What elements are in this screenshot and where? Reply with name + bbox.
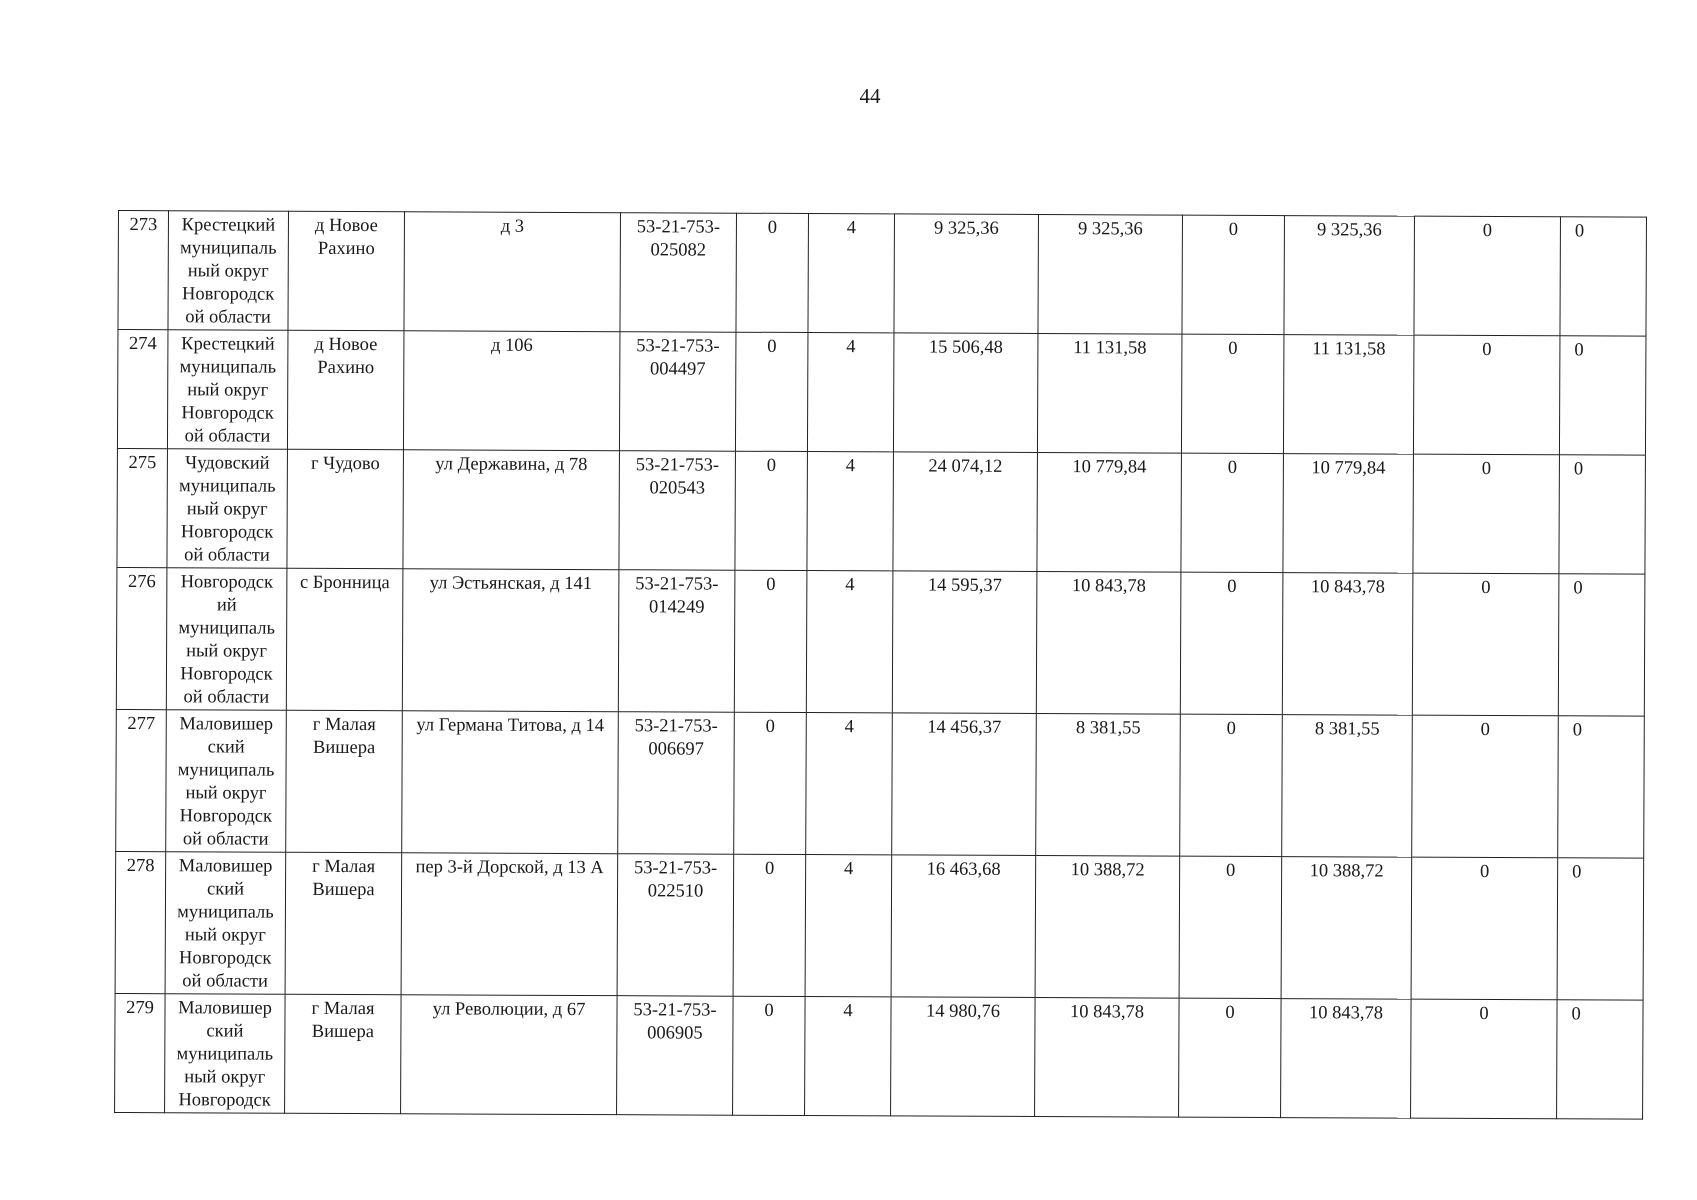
value-cell-6: 0 <box>734 712 807 854</box>
value-cell-6: 0 <box>735 332 808 451</box>
settlement-cell: г Малая Вишера <box>286 710 403 853</box>
value-cell-7: 4 <box>807 452 894 571</box>
table-row <box>116 709 1645 858</box>
amount-cell-9: 10 388,72 <box>1035 856 1180 999</box>
value-cell-13: 0 <box>1558 716 1645 858</box>
value-cell-7: 4 <box>805 997 892 1116</box>
value-cell-13: 0 <box>1557 858 1644 1000</box>
table-row <box>115 851 1644 1000</box>
page-number: 44 <box>859 84 881 108</box>
address-cell: д 3 <box>404 212 621 332</box>
address-cell: д 106 <box>403 331 620 451</box>
value-cell-7: 4 <box>805 855 892 997</box>
value-cell-10: 0 <box>1179 856 1282 998</box>
cadastral-code-cell: 53-21-753-006697 <box>618 712 735 855</box>
table-row <box>115 993 1644 1119</box>
settlement-cell: г Чудово <box>287 449 404 569</box>
amount-cell-8: 9 325,36 <box>894 214 1039 334</box>
row-number-cell: 273 <box>118 211 169 330</box>
cadastral-code-cell: 53-21-753-006905 <box>617 996 734 1116</box>
cadastral-code-cell: 53-21-753-022510 <box>617 854 734 997</box>
row-number-cell: 274 <box>117 330 168 449</box>
value-cell-12: 0 <box>1413 335 1560 455</box>
amount-cell-8: 24 074,12 <box>893 452 1038 572</box>
amount-cell-11: 10 779,84 <box>1283 454 1414 574</box>
value-cell-13: 0 <box>1558 574 1645 716</box>
amount-cell-11: 10 388,72 <box>1281 857 1412 1000</box>
address-cell: ул Революции, д 67 <box>401 995 618 1115</box>
settlement-cell: г Малая Вишера <box>285 852 402 995</box>
amount-cell-9: 10 843,78 <box>1036 572 1181 715</box>
value-cell-12: 0 <box>1411 999 1558 1119</box>
value-cell-7: 4 <box>806 713 893 855</box>
amount-cell-9: 10 843,78 <box>1035 998 1180 1118</box>
table-row <box>116 567 1645 716</box>
row-number-cell: 279 <box>115 993 166 1112</box>
district-cell: Крестецкий муниципаль ный округ Новгородск ой области <box>168 211 289 331</box>
settlement-cell: д Новое Рахино <box>288 211 405 331</box>
value-cell-10: 0 <box>1180 572 1283 714</box>
table-row <box>118 211 1647 337</box>
value-cell-6: 0 <box>734 570 807 712</box>
value-cell-12: 0 <box>1414 216 1561 336</box>
amount-cell-8: 15 506,48 <box>893 333 1038 453</box>
address-cell: ул Германа Титова, д 14 <box>402 711 619 854</box>
value-cell-12: 0 <box>1411 857 1558 1000</box>
cadastral-code-cell: 53-21-753-020543 <box>619 451 736 571</box>
value-cell-7: 4 <box>807 333 894 452</box>
amount-cell-11: 9 325,36 <box>1284 216 1415 336</box>
value-cell-10: 0 <box>1182 215 1285 334</box>
value-cell-13: 0 <box>1560 217 1647 336</box>
row-number-cell: 276 <box>116 567 167 709</box>
cadastral-code-cell: 53-21-753-025082 <box>620 213 737 333</box>
cadastral-code-cell: 53-21-753-014249 <box>618 570 735 713</box>
address-cell: пер 3-й Дорской, д 13 А <box>401 853 618 996</box>
amount-cell-11: 8 381,55 <box>1282 715 1413 858</box>
district-cell: Новгородск ий муниципаль ный округ Новгородск ой области <box>166 568 287 711</box>
settlement-cell: д Новое Рахино <box>287 330 404 450</box>
amount-cell-8: 16 463,68 <box>891 855 1036 998</box>
value-cell-13: 0 <box>1557 1000 1644 1119</box>
amount-cell-11: 11 131,58 <box>1283 335 1414 455</box>
amount-cell-11: 10 843,78 <box>1282 573 1413 716</box>
address-cell: ул Эстьянская, д 141 <box>402 569 619 712</box>
value-cell-13: 0 <box>1559 336 1646 455</box>
amount-cell-8: 14 980,76 <box>891 997 1036 1117</box>
settlement-cell: г Малая Вишера <box>285 994 402 1114</box>
district-cell: Крестецкий муниципаль ный округ Новгородск ой области <box>167 330 288 450</box>
row-number-cell: 275 <box>117 448 168 567</box>
row-number-cell: 277 <box>116 709 167 851</box>
cadastral-code-cell: 53-21-753-004497 <box>619 332 736 452</box>
district-cell: Чудовский муниципаль ный округ Новгородск ой области <box>167 449 288 569</box>
address-cell: ул Державина, д 78 <box>403 450 620 570</box>
value-cell-12: 0 <box>1412 573 1559 716</box>
value-cell-6: 0 <box>733 854 806 996</box>
district-cell: Маловишер ский муниципаль ный округ Новгородск <box>165 994 286 1114</box>
amount-cell-9: 11 131,58 <box>1037 334 1182 454</box>
row-number-cell: 278 <box>115 851 166 993</box>
value-cell-7: 4 <box>806 571 893 713</box>
data-table <box>114 210 1647 1120</box>
value-cell-13: 0 <box>1559 455 1646 574</box>
amount-cell-9: 9 325,36 <box>1038 215 1183 335</box>
value-cell-6: 0 <box>735 451 808 570</box>
amount-cell-11: 10 843,78 <box>1281 999 1412 1119</box>
table-row <box>117 330 1646 456</box>
value-cell-10: 0 <box>1181 453 1284 572</box>
district-cell: Маловишер ский муниципаль ный округ Новгородск ой области <box>165 852 286 995</box>
value-cell-6: 0 <box>736 213 809 332</box>
amount-cell-8: 14 595,37 <box>892 571 1037 714</box>
amount-cell-8: 14 456,37 <box>892 713 1037 856</box>
value-cell-6: 0 <box>733 996 806 1115</box>
value-cell-12: 0 <box>1413 454 1560 574</box>
amount-cell-9: 10 779,84 <box>1037 453 1182 573</box>
value-cell-12: 0 <box>1412 715 1559 858</box>
amount-cell-9: 8 381,55 <box>1036 714 1181 857</box>
district-cell: Маловишер ский муниципаль ный округ Новгородск ой области <box>166 710 287 853</box>
value-cell-10: 0 <box>1181 334 1284 453</box>
table-row <box>117 448 1646 574</box>
settlement-cell: с Бронница <box>286 568 403 711</box>
value-cell-7: 4 <box>808 214 895 333</box>
value-cell-10: 0 <box>1179 998 1282 1117</box>
value-cell-10: 0 <box>1180 714 1283 856</box>
